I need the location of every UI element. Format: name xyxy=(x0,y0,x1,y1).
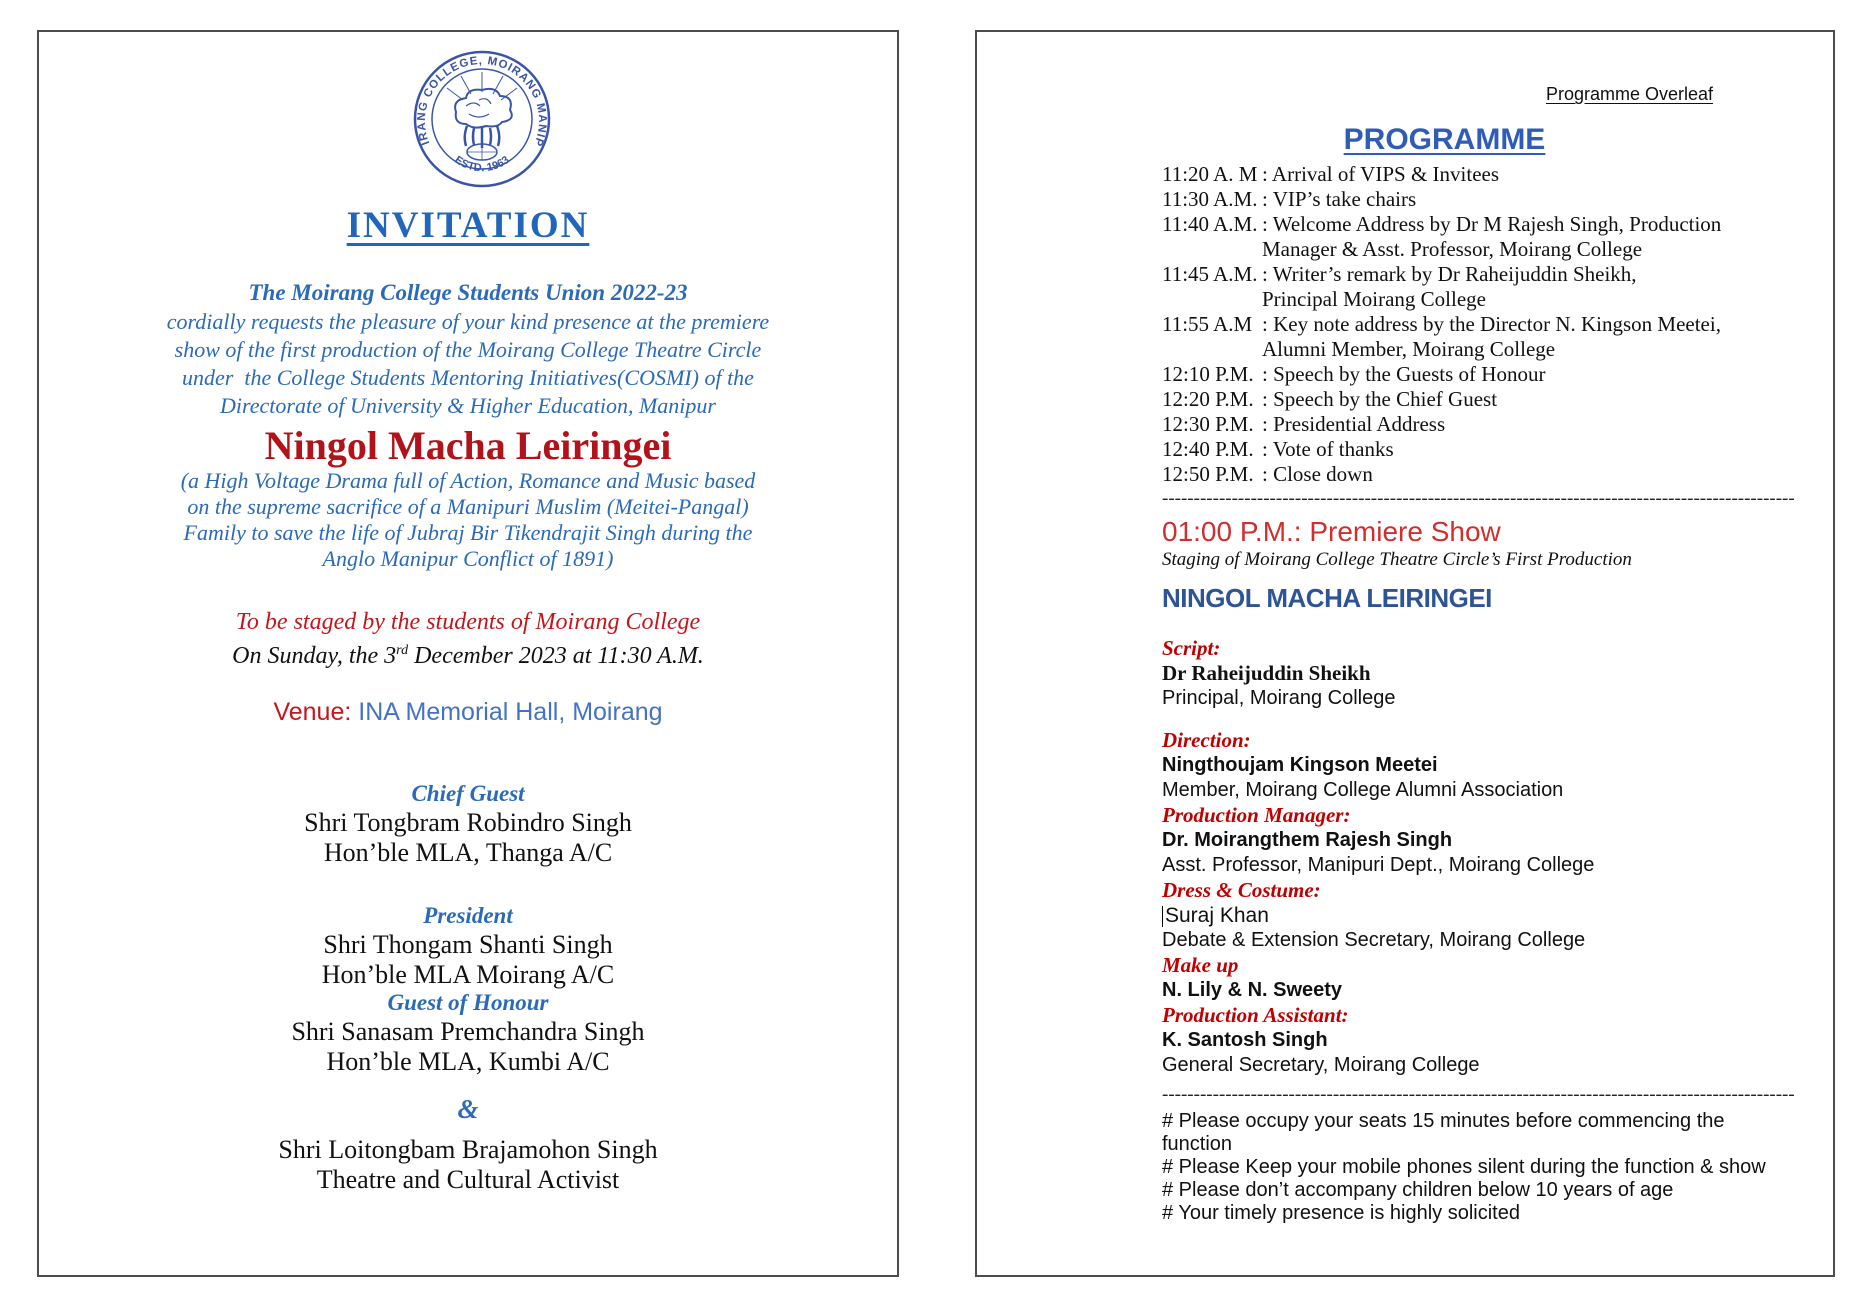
play-title-caps: NINGOL MACHA LEIRINGEI xyxy=(1162,583,1492,613)
credit-role: Member, Moirang College Alumni Association xyxy=(1162,779,1564,801)
schedule-time: 11:55 A.M xyxy=(1162,312,1253,336)
schedule-row xyxy=(1162,162,1727,187)
credit-block xyxy=(1162,728,1778,803)
logo-ring-text: IRANG COLLEGE, MOIRANG MANIP xyxy=(415,54,549,149)
play-title: Ningol Macha Leiringei xyxy=(264,423,672,468)
credit-block xyxy=(1162,1003,1778,1078)
credit-label: Make up xyxy=(1162,953,1239,977)
credit-name xyxy=(1162,903,1778,928)
event-date-line xyxy=(39,636,897,671)
invitation-intro-paragraph: cordially requests the pleasure of your kind presence at the premiere show of the first production of the Moirang College Theatre Circle under the College Students Mentoring Initiatives(COSMI) of the Directorate of University & Higher Education, Manipur xyxy=(166,309,770,418)
schedule-row xyxy=(1162,462,1727,487)
schedule-description: : Close down xyxy=(1262,462,1373,486)
invitation-title: INVITATION xyxy=(346,205,590,246)
guest-role-label: Guest of Honour xyxy=(387,990,549,1015)
college-seal-icon xyxy=(411,48,553,190)
guest-block xyxy=(39,990,897,1077)
schedule-row xyxy=(1162,187,1727,212)
credit-label: Dress & Costume: xyxy=(1162,878,1321,902)
credit-name-text: Suraj Khan xyxy=(1165,904,1269,927)
credit-name-text: N. Lily & N. Sweety xyxy=(1162,979,1343,1001)
guest-name: Shri Sanasam Premchandra Singh xyxy=(291,1017,645,1046)
schedule-time: 11:20 A. M xyxy=(1162,162,1258,186)
guest-designation: Hon’ble MLA Moirang A/C xyxy=(321,960,615,989)
notes-list xyxy=(1162,1110,1778,1225)
credit-role: Debate & Extension Secretary, Moirang College xyxy=(1162,929,1586,951)
schedule-time: 11:45 A.M. xyxy=(1162,262,1258,286)
credit-block xyxy=(1162,953,1778,1003)
guest-block xyxy=(39,1135,897,1195)
guest-role-label: President xyxy=(423,903,513,928)
guest-name: Shri Thongam Shanti Singh xyxy=(323,930,613,959)
dashed-divider: ---------------------------------------------------------------------------------------------------- xyxy=(1162,488,1795,509)
schedule-description: : Writer’s remark by Dr Raheijuddin Sheikh, Principal Moirang College xyxy=(1262,262,1637,311)
note-line: # Please Keep your mobile phones silent during the function & show xyxy=(1162,1156,1766,1178)
date-suffix: December 2023 at 11:30 A.M. xyxy=(408,643,704,669)
schedule-time: 11:30 A.M. xyxy=(1162,187,1258,211)
programme-overleaf-note: Programme Overleaf xyxy=(1545,84,1713,104)
schedule-time: 11:40 A.M. xyxy=(1162,212,1258,236)
schedule-description: : Arrival of VIPS & Invitees xyxy=(1262,162,1500,186)
credit-name xyxy=(1162,1028,1778,1053)
guest-designation: Theatre and Cultural Activist xyxy=(316,1165,620,1194)
credit-role: Principal, Moirang College xyxy=(1162,687,1396,709)
credit-block xyxy=(1162,803,1778,878)
ampersand: & xyxy=(457,1094,479,1124)
guest-name: Shri Tongbram Robindro Singh xyxy=(304,808,632,837)
text-cursor xyxy=(1162,906,1163,927)
guest-designation: Hon’ble MLA, Kumbi A/C xyxy=(326,1047,610,1076)
venue-line xyxy=(39,698,897,727)
credit-role: General Secretary, Moirang College xyxy=(1162,1054,1480,1076)
staged-by-line: To be staged by the students of Moirang College xyxy=(235,609,701,635)
dashed-divider: ---------------------------------------------------------------------------------------------------- xyxy=(1162,1084,1795,1105)
guest-role-label: Chief Guest xyxy=(411,781,525,806)
schedule-description: : Speech by the Guests of Honour xyxy=(1262,362,1546,386)
credit-name xyxy=(1162,753,1778,778)
credit-label: Production Manager: xyxy=(1162,803,1351,827)
credit-name xyxy=(1162,978,1778,1003)
credit-block xyxy=(1162,636,1778,711)
schedule-description: : Presidential Address xyxy=(1262,412,1446,436)
schedule-description: : Speech by the Chief Guest xyxy=(1262,387,1498,411)
credit-label: Production Assistant: xyxy=(1162,1003,1349,1027)
credit-name-text: K. Santosh Singh xyxy=(1162,1029,1328,1051)
invitation-page[interactable] xyxy=(37,30,899,1277)
credit-label: Script: xyxy=(1162,636,1221,660)
programme-schedule xyxy=(1162,162,1727,487)
credit-name xyxy=(1162,828,1778,853)
play-description: (a High Voltage Drama full of Action, Romance and Music based on the supreme sacrifice of a Manipuri Muslim (Meitei-Pangal) Family to save the life of Jubraj Bir Tikendrajit Singh during the Anglo Manipur Conflict of 1891) xyxy=(180,468,756,571)
schedule-time: 12:50 P.M. xyxy=(1162,462,1254,486)
venue-label: Venue: xyxy=(273,698,352,726)
college-logo xyxy=(411,48,553,190)
venue-value: INA Memorial Hall, Moirang xyxy=(358,698,663,726)
guest-name: Shri Loitongbam Brajamohon Singh xyxy=(278,1135,658,1164)
credit-block xyxy=(1162,878,1778,953)
schedule-time: 12:20 P.M. xyxy=(1162,387,1254,411)
credit-name xyxy=(1162,661,1778,686)
premiere-subtitle: Staging of Moirang College Theatre Circle’s First Production xyxy=(1162,549,1632,570)
guest-block xyxy=(39,903,897,990)
date-ordinal: rd xyxy=(396,643,409,658)
note-line: # Please occupy your seats 15 minutes before commencing the function xyxy=(1162,1110,1725,1155)
credits-list xyxy=(1162,636,1778,1078)
logo-estd-text: ESTD. 1963 xyxy=(452,153,512,175)
credit-label: Direction: xyxy=(1162,728,1251,752)
credit-name-text: Dr Raheijuddin Sheikh xyxy=(1162,661,1371,685)
schedule-description: : Vote of thanks xyxy=(1262,437,1394,461)
note-line: # Please don’t accompany children below 10 years of age xyxy=(1162,1179,1674,1201)
schedule-row xyxy=(1162,387,1727,412)
schedule-time: 12:30 P.M. xyxy=(1162,412,1254,436)
credit-role: Asst. Professor, Manipuri Dept., Moirang College xyxy=(1162,854,1595,876)
date-prefix: On Sunday, the 3 xyxy=(232,643,397,669)
guest-block xyxy=(39,781,897,868)
schedule-row xyxy=(1162,212,1727,262)
credit-name-text: Dr. Moirangthem Rajesh Singh xyxy=(1162,829,1453,851)
schedule-description: : Key note address by the Director N. Kingson Meetei, Alumni Member, Moirang College xyxy=(1262,312,1721,361)
schedule-description: : VIP’s take chairs xyxy=(1262,187,1417,211)
note-line: # Your timely presence is highly solicited xyxy=(1162,1202,1520,1224)
schedule-time: 12:40 P.M. xyxy=(1162,437,1254,461)
schedule-row xyxy=(1162,312,1727,362)
schedule-row xyxy=(1162,437,1727,462)
schedule-row xyxy=(1162,262,1727,312)
programme-title: PROGRAMME xyxy=(1343,123,1546,156)
schedule-description: : Welcome Address by Dr M Rajesh Singh, Production Manager & Asst. Professor, Moirang College xyxy=(1262,212,1722,261)
schedule-time: 12:10 P.M. xyxy=(1162,362,1254,386)
schedule-row xyxy=(1162,412,1727,437)
schedule-row xyxy=(1162,362,1727,387)
credit-name-text: Ningthoujam Kingson Meetei xyxy=(1162,754,1438,776)
guest-list xyxy=(39,781,897,1077)
students-union-line: The Moirang College Students Union 2022-23 xyxy=(248,280,688,305)
premiere-show-heading: 01:00 P.M.: Premiere Show xyxy=(1162,516,1501,547)
programme-page[interactable] xyxy=(975,30,1835,1277)
guest-designation: Hon’ble MLA, Thanga A/C xyxy=(323,838,613,867)
